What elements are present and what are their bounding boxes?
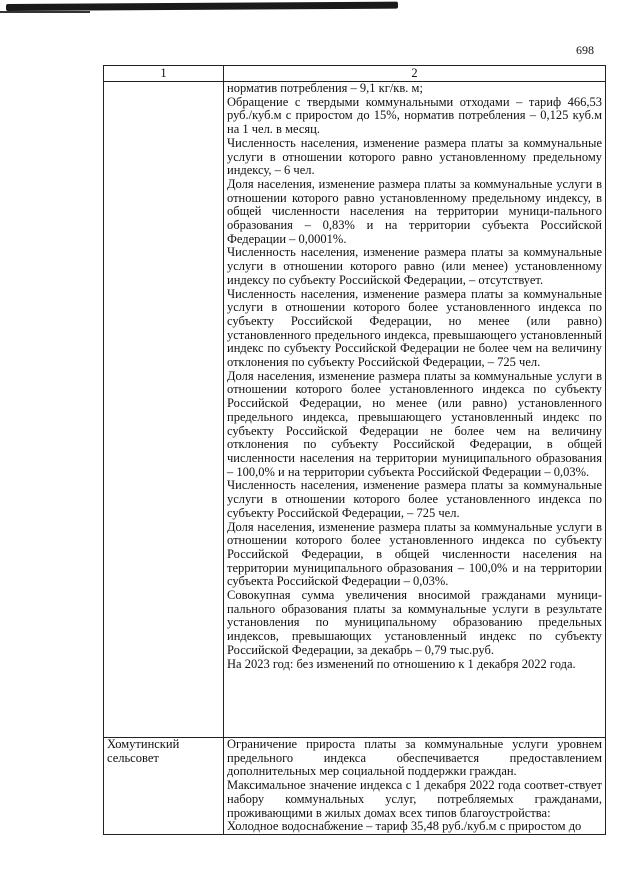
paragraph: Доля населения, изменение размера платы за коммунальные услуги в отношении которого более установленного индекса по субъекту Российской Федерации, но менее (или равно) установленного предельного индекса, превышающего установленный индекс по субъекту Российской Федерации не более чем на величину отклонения по субъекту Российской Федерации, в общей численности населения на территории муниципального образования – 100,0% и на территории субъекта Российской Федерации – 0,03%. (227, 368, 602, 479)
scan-edge-shadow-thin (0, 11, 90, 13)
paragraph: Численность населения, изменение размера платы за коммунальные услуги в отношении которого более установленного индекса по субъекту Российской Федерации, – 725 чел. (227, 478, 602, 520)
scan-edge-shadow (6, 2, 398, 11)
paragraph: Ограничение прироста платы за коммунальные услуги уровнем предельного индекса обеспечивается предоставлением дополнительных мер социальной поддержки граждан. (227, 737, 602, 779)
table-header-row (104, 66, 606, 82)
column-header-2: 2 (224, 66, 606, 82)
content-cell (224, 738, 606, 835)
page-number: 698 (576, 43, 594, 57)
paragraph: Численность населения, изменение размера платы за коммунальные услуги в отношении которого равно (или менее) установленному индексу по субъекту Российской Федерации, – отсутствует. (227, 245, 602, 287)
municipality-cell: Хомутинский сельсовет (104, 738, 224, 835)
table-row (104, 738, 606, 835)
paragraph: Обращение с твердыми коммунальными отходами – тариф 466,53 руб./куб.м с приростом до 15%, норматив потребления – 0,125 куб.м на 1 чел. в месяц. (227, 94, 602, 137)
paragraph: Холодное водоснабжение – тариф 35,48 руб./куб.м с приростом до (227, 819, 582, 834)
paragraph: Численность населения, изменение размера платы за коммунальные услуги в отношении которого равно установленному предельному индексу, – 6 чел. (227, 135, 602, 178)
paragraph: Максимальное значение индекса с 1 декабря 2022 года соответ-ствует набору коммунальных услуг, потребляемых гражданами, проживающими в жилых домах всех типов благоустройства: (227, 778, 602, 820)
content-cell (224, 82, 606, 738)
paragraph: Доля населения, изменение размера платы за коммунальные услуги в отношении которого более установленного индекса по субъекту Российской Федерации, в общей численности населения на территории муниципального образования – 100,0% и на территории субъекта Российской Федерации – 0,03%. (227, 519, 602, 589)
municipality-cell (104, 82, 224, 738)
table-row (104, 82, 606, 738)
document-table (103, 65, 606, 835)
paragraph: Совокупная сумма увеличения вносимой гражданами муници-пального образования платы за коммунальные услуги в результате установления по муниципальному образованию предельных индексов, превышающих установленный индекс по субъекту Российской Федерации, за декабрь – 0,79 тыс.руб. (227, 588, 602, 657)
paragraph: Численность населения, изменение размера платы за коммунальные услуги в отношении которого более установленного индекса по субъекту Российской Федерации, но менее (или равно) установленного предельного индекса, превышающего установленный индекс по субъекту Российской Федерации не более чем на величину отклонения по субъекту Российской Федерации, – 725 чел. (227, 286, 602, 370)
paragraph: норматив потребления – 9,1 кг/кв. м; (227, 81, 423, 95)
paragraph: Доля населения, изменение размера платы за коммунальные услуги в отношении которого равно установленному предельному индексу, в общей численности населения на территории муници-пального образования – 0,83% и на территории субъекта Российской Федерации – 0,0001%. (227, 176, 602, 246)
paragraph: На 2023 год: без изменений по отношению к 1 декабря 2022 года. (227, 656, 576, 671)
column-header-1: 1 (104, 66, 224, 82)
